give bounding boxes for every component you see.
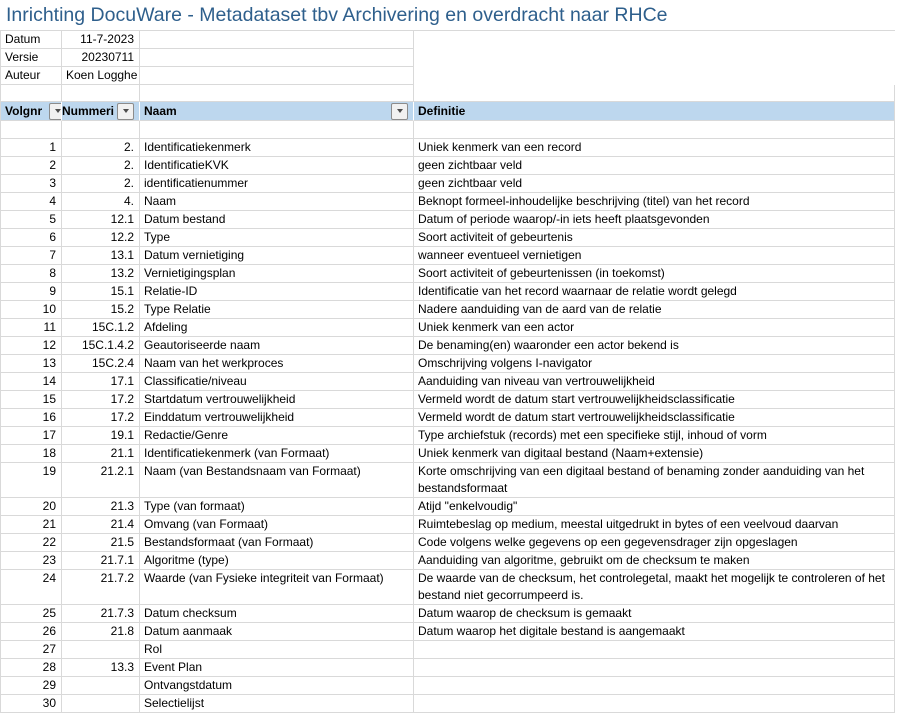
cell-volgnr[interactable]: 17: [0, 427, 62, 445]
cell-volgnr[interactable]: 7: [0, 247, 62, 265]
cell-volgnr[interactable]: 16: [0, 409, 62, 427]
cell-definitie[interactable]: Uniek kenmerk van een actor: [414, 319, 895, 337]
cell-naam[interactable]: Datum checksum: [140, 605, 414, 623]
cell-definitie[interactable]: Soort activiteit of gebeurtenis: [414, 229, 895, 247]
cell-nummer[interactable]: 21.4: [62, 516, 140, 534]
cell-volgnr[interactable]: 27: [0, 641, 62, 659]
meta-label-auteur[interactable]: Auteur: [0, 67, 62, 85]
empty-cell[interactable]: [140, 31, 414, 49]
cell-definitie[interactable]: Datum waarop het digitale bestand is aangemaakt: [414, 623, 895, 641]
header-label-nummer: Nummeri: [62, 103, 114, 118]
table-row: [0, 463, 895, 498]
header-label-naam: Naam: [144, 103, 177, 118]
cell-volgnr[interactable]: 5: [0, 211, 62, 229]
cell-naam[interactable]: Event Plan: [140, 659, 414, 677]
empty-cell[interactable]: [414, 85, 895, 102]
cell-volgnr[interactable]: 3: [0, 175, 62, 193]
empty-cell[interactable]: [62, 85, 140, 102]
header-label-definitie: Definitie: [418, 103, 466, 118]
cell-naam[interactable]: Identificatiekenmerk: [140, 139, 414, 157]
table-row: [0, 391, 895, 409]
cell-naam[interactable]: Classificatie/niveau: [140, 373, 414, 391]
cell-naam[interactable]: Datum aanmaak: [140, 623, 414, 641]
cell-naam[interactable]: Type (van formaat): [140, 498, 414, 516]
cell-naam[interactable]: Relatie-ID: [140, 283, 414, 301]
cell-naam[interactable]: Type: [140, 229, 414, 247]
cell-nummer[interactable]: 15.1: [62, 283, 140, 301]
cell-nummer[interactable]: 19.1: [62, 427, 140, 445]
cell-volgnr[interactable]: 11: [0, 319, 62, 337]
cell-volgnr[interactable]: 1: [0, 139, 62, 157]
cell-definitie[interactable]: Uniek kenmerk van digitaal bestand (Naam+extensie): [414, 445, 895, 463]
empty-cell[interactable]: [0, 85, 62, 102]
table-row: [0, 427, 895, 445]
table-row: [0, 301, 895, 319]
volgnr-filter-button[interactable]: [49, 103, 62, 120]
cell-nummer[interactable]: 4.: [62, 193, 140, 211]
cell-nummer[interactable]: 15C.2.4: [62, 355, 140, 373]
cell-nummer[interactable]: 17.2: [62, 391, 140, 409]
cell-naam[interactable]: Omvang (van Formaat): [140, 516, 414, 534]
cell-nummer[interactable]: 2.: [62, 175, 140, 193]
table-row: [0, 247, 895, 265]
empty-cell[interactable]: [140, 121, 414, 139]
cell-volgnr[interactable]: 4: [0, 193, 62, 211]
cell-definitie[interactable]: De waarde van de checksum, het controlegetal, maakt het mogelijk te controleren of het bestand niet gecorrumpeerd is.: [414, 570, 895, 605]
cell-volgnr[interactable]: 10: [0, 301, 62, 319]
cell-definitie[interactable]: Datum waarop de checksum is gemaakt: [414, 605, 895, 623]
header-cell-nummer[interactable]: [62, 102, 140, 121]
cell-nummer[interactable]: 13.2: [62, 265, 140, 283]
meta-value-versie[interactable]: 20230711: [62, 49, 140, 67]
meta-row-datum: [0, 31, 895, 49]
table-row: [0, 534, 895, 552]
empty-cell[interactable]: [140, 85, 414, 102]
cell-naam[interactable]: Redactie/Genre: [140, 427, 414, 445]
table-header-row: [0, 102, 895, 121]
cell-volgnr[interactable]: 8: [0, 265, 62, 283]
cell-nummer[interactable]: [62, 641, 140, 659]
table-row: [0, 373, 895, 391]
cell-naam[interactable]: identificatienummer: [140, 175, 414, 193]
header-cell-definitie[interactable]: [414, 102, 895, 121]
cell-naam[interactable]: Einddatum vertrouwelijkheid: [140, 409, 414, 427]
cell-volgnr[interactable]: 14: [0, 373, 62, 391]
cell-definitie[interactable]: [414, 641, 895, 659]
cell-volgnr[interactable]: 22: [0, 534, 62, 552]
cell-volgnr[interactable]: 21: [0, 516, 62, 534]
cell-naam[interactable]: Ontvangstdatum: [140, 677, 414, 695]
cell-naam[interactable]: Algoritme (type): [140, 552, 414, 570]
cell-volgnr[interactable]: 18: [0, 445, 62, 463]
cell-definitie[interactable]: geen zichtbaar veld: [414, 175, 895, 193]
table-row: [0, 265, 895, 283]
cell-definitie[interactable]: Vermeld wordt de datum start vertrouwelijkheidsclassificatie: [414, 409, 895, 427]
cell-definitie[interactable]: Aanduiding van algoritme, gebruikt om de checksum te maken: [414, 552, 895, 570]
empty-cell[interactable]: [62, 121, 140, 139]
cell-nummer[interactable]: 2.: [62, 157, 140, 175]
cell-definitie[interactable]: Identificatie van het record waarnaar de relatie wordt gelegd: [414, 283, 895, 301]
cell-naam[interactable]: Vernietigingsplan: [140, 265, 414, 283]
cell-naam[interactable]: Datum vernietiging: [140, 247, 414, 265]
cell-nummer[interactable]: 17.2: [62, 409, 140, 427]
cell-naam[interactable]: Datum bestand: [140, 211, 414, 229]
table-row: [0, 623, 895, 641]
table-row: [0, 283, 895, 301]
meta-row-auteur: [0, 67, 895, 85]
cell-volgnr[interactable]: 30: [0, 695, 62, 713]
cell-definitie[interactable]: Korte omschrijving van een digitaal bestand of benaming zonder aanduiding van het bestandsformaat: [414, 463, 895, 498]
cell-naam[interactable]: Waarde (van Fysieke integriteit van Formaat): [140, 570, 414, 605]
cell-nummer[interactable]: 21.3: [62, 498, 140, 516]
cell-definitie[interactable]: Type archiefstuk (records) met een specifieke stijl, inhoud of vorm: [414, 427, 895, 445]
chevron-down-icon: [55, 109, 61, 113]
header-label-volgnr: Volgnr: [5, 103, 43, 118]
cell-nummer[interactable]: [62, 695, 140, 713]
cell-definitie[interactable]: [414, 677, 895, 695]
cell-naam[interactable]: Afdeling: [140, 319, 414, 337]
cell-volgnr[interactable]: 29: [0, 677, 62, 695]
cell-definitie[interactable]: Code volgens welke gegevens op een gegevensdrager zijn opgeslagen: [414, 534, 895, 552]
table-row: [0, 641, 895, 659]
cell-definitie[interactable]: Ruimtebeslag op medium, meestal uitgedrukt in bytes of een veelvoud daarvan: [414, 516, 895, 534]
cell-definitie[interactable]: Datum of periode waarop/-in iets heeft plaatsgevonden: [414, 211, 895, 229]
meta-row-versie: [0, 49, 895, 67]
table-row: [0, 211, 895, 229]
cell-volgnr[interactable]: 28: [0, 659, 62, 677]
empty-cell[interactable]: [140, 67, 414, 85]
table-row: [0, 516, 895, 534]
table-row: [0, 175, 895, 193]
chevron-down-icon: [397, 109, 403, 113]
header-cell-volgnr[interactable]: [0, 102, 62, 121]
table-row: [0, 229, 895, 247]
cell-volgnr[interactable]: 23: [0, 552, 62, 570]
table-row: [0, 552, 895, 570]
table-row: [0, 659, 895, 677]
empty-cell[interactable]: [140, 49, 414, 67]
cell-definitie[interactable]: Vermeld wordt de datum start vertrouwelijkheidsclassificatie: [414, 391, 895, 409]
cell-naam[interactable]: Selectielijst: [140, 695, 414, 713]
meta-value-datum[interactable]: 11-7-2023: [62, 31, 140, 49]
spacer-row: [0, 85, 895, 102]
cell-volgnr[interactable]: 25: [0, 605, 62, 623]
cell-naam[interactable]: Bestandsformaat (van Formaat): [140, 534, 414, 552]
spacer-row: [0, 121, 895, 139]
meta-label-datum[interactable]: Datum: [0, 31, 62, 49]
table-row: [0, 445, 895, 463]
table-row: [0, 355, 895, 373]
cell-naam[interactable]: Identificatiekenmerk (van Formaat): [140, 445, 414, 463]
table-row: [0, 139, 895, 157]
cell-nummer[interactable]: 21.8: [62, 623, 140, 641]
cell-definitie[interactable]: [414, 659, 895, 677]
cell-nummer[interactable]: [62, 677, 140, 695]
cell-volgnr[interactable]: 6: [0, 229, 62, 247]
cell-nummer[interactable]: 13.1: [62, 247, 140, 265]
table-row: [0, 570, 895, 605]
cell-nummer[interactable]: 2.: [62, 139, 140, 157]
cell-volgnr[interactable]: 13: [0, 355, 62, 373]
cell-definitie[interactable]: Soort activiteit of gebeurtenissen (in toekomst): [414, 265, 895, 283]
meta-value-auteur[interactable]: Koen Logghe: [62, 67, 140, 85]
table-row: [0, 498, 895, 516]
cell-nummer[interactable]: 15.2: [62, 301, 140, 319]
cell-nummer[interactable]: 13.3: [62, 659, 140, 677]
cell-nummer[interactable]: 12.1: [62, 211, 140, 229]
table-row: [0, 605, 895, 623]
cell-definitie[interactable]: Beknopt formeel-inhoudelijke beschrijving (titel) van het record: [414, 193, 895, 211]
meta-label-versie[interactable]: Versie: [0, 49, 62, 67]
empty-cell[interactable]: [0, 121, 62, 139]
cell-nummer[interactable]: 15C.1.2: [62, 319, 140, 337]
cell-nummer[interactable]: 17.1: [62, 373, 140, 391]
table-body: [0, 139, 895, 713]
cell-nummer[interactable]: 12.2: [62, 229, 140, 247]
table-row: [0, 319, 895, 337]
cell-volgnr[interactable]: 26: [0, 623, 62, 641]
empty-cell[interactable]: [414, 121, 895, 139]
cell-definitie[interactable]: Aanduiding van niveau van vertrouwelijkheid: [414, 373, 895, 391]
cell-naam[interactable]: Naam (van Bestandsnaam van Formaat): [140, 463, 414, 498]
cell-nummer[interactable]: 15C.1.4.2: [62, 337, 140, 355]
meta-section: [0, 30, 895, 102]
cell-definitie[interactable]: De benaming(en) waaronder een actor bekend is: [414, 337, 895, 355]
cell-nummer[interactable]: 21.7.2: [62, 570, 140, 605]
cell-volgnr[interactable]: 20: [0, 498, 62, 516]
cell-volgnr[interactable]: 19: [0, 463, 62, 498]
cell-nummer[interactable]: 21.5: [62, 534, 140, 552]
table-row: [0, 677, 895, 695]
cell-naam[interactable]: IdentificatieKVK: [140, 157, 414, 175]
cell-naam[interactable]: Startdatum vertrouwelijkheid: [140, 391, 414, 409]
cell-volgnr[interactable]: 2: [0, 157, 62, 175]
cell-definitie[interactable]: wanneer eventueel vernietigen: [414, 247, 895, 265]
table-row: [0, 193, 895, 211]
cell-definitie[interactable]: [414, 695, 895, 713]
cell-definitie[interactable]: Omschrijving volgens I-navigator: [414, 355, 895, 373]
chevron-down-icon: [123, 109, 129, 113]
cell-nummer[interactable]: 21.7.3: [62, 605, 140, 623]
cell-definitie[interactable]: Nadere aanduiding van de aard van de relatie: [414, 301, 895, 319]
cell-naam[interactable]: Naam van het werkproces: [140, 355, 414, 373]
page-title: Inrichting DocuWare - Metadataset tbv Archivering en overdracht naar RHCe: [6, 3, 668, 26]
cell-naam[interactable]: Rol: [140, 641, 414, 659]
cell-naam[interactable]: Geautoriseerde naam: [140, 337, 414, 355]
cell-nummer[interactable]: 21.7.1: [62, 552, 140, 570]
cell-definitie[interactable]: geen zichtbaar veld: [414, 157, 895, 175]
table-row: [0, 337, 895, 355]
table-row: [0, 695, 895, 713]
cell-volgnr[interactable]: 12: [0, 337, 62, 355]
cell-naam[interactable]: Naam: [140, 193, 414, 211]
cell-definitie[interactable]: Atijd "enkelvoudig": [414, 498, 895, 516]
cell-volgnr[interactable]: 15: [0, 391, 62, 409]
nummer-filter-button[interactable]: [117, 103, 134, 120]
header-cell-naam[interactable]: [140, 102, 414, 121]
cell-volgnr[interactable]: 9: [0, 283, 62, 301]
cell-naam[interactable]: Type Relatie: [140, 301, 414, 319]
cell-nummer[interactable]: 21.1: [62, 445, 140, 463]
table-row: [0, 157, 895, 175]
naam-filter-button[interactable]: [391, 103, 408, 120]
cell-volgnr[interactable]: 24: [0, 570, 62, 605]
cell-nummer[interactable]: 21.2.1: [62, 463, 140, 498]
table-row: [0, 409, 895, 427]
cell-definitie[interactable]: Uniek kenmerk van een record: [414, 139, 895, 157]
